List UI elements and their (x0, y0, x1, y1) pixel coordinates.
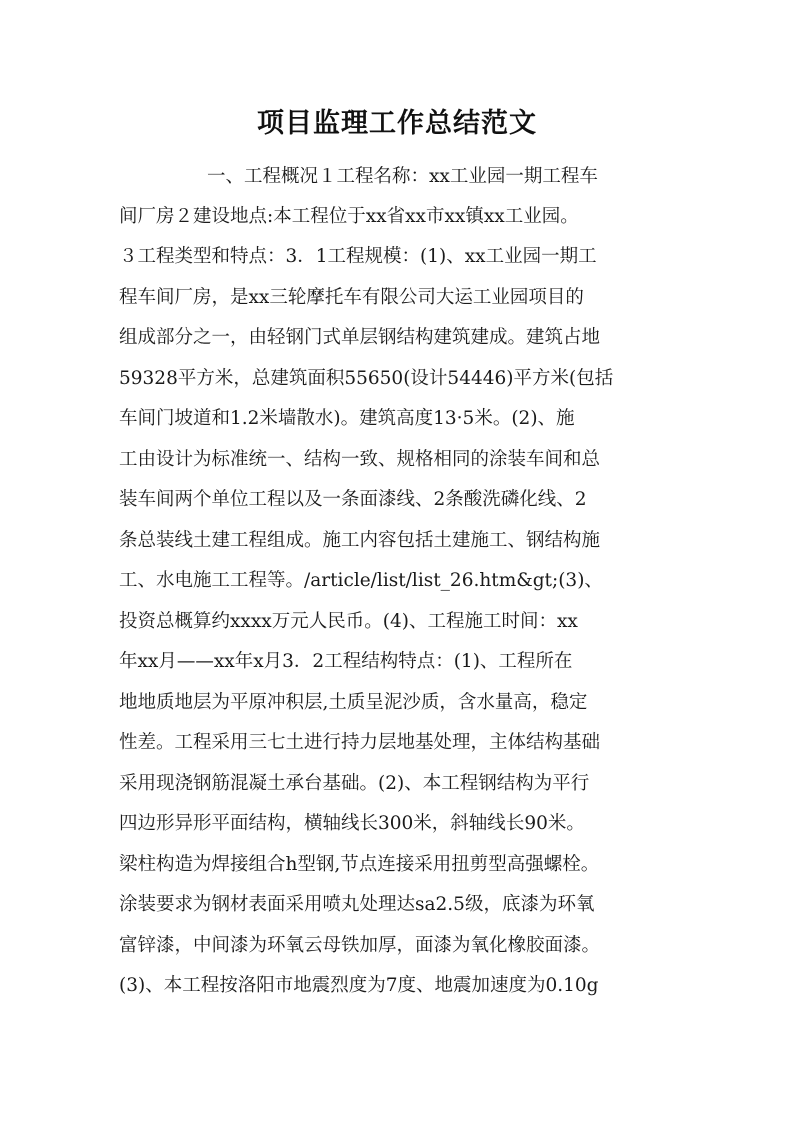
body-line: ３工程类型和特点：3．1工程规模：(1)、xx工业园一期工 (119, 246, 597, 267)
body-line: 涂装要求为钢材表面采用喷丸处理达sa2.5级，底漆为环氧 (119, 894, 595, 915)
body-line: 地地质地层为平原冲积层,土质呈泥沙质，含水量高，稳定 (119, 692, 588, 713)
body-line: 工由设计为标准统一、结构一致、规格相同的涂装车间和总 (119, 449, 601, 470)
body-line: 富锌漆，中间漆为环氧云母铁加厚，面漆为氧化橡胶面漆。 (119, 935, 601, 956)
body-line: 装车间两个单位工程以及一条面漆线、2条酸洗磷化线、2 (119, 489, 587, 510)
body-line: 投资总概算约xxxx万元人民币。(4)、工程施工时间：xx (119, 611, 578, 632)
body-line: 性差。工程采用三七土进行持力层地基处理，主体结构基础 (119, 732, 601, 753)
body-line: 59328平方米，总建筑面积55650(设计54446)平方米(包括 (119, 368, 614, 389)
body-line: 一、工程概况１工程名称：xx工业园一期工程车 (207, 166, 598, 187)
body-line: 采用现浇钢筋混凝土承台基础。(2)、本工程钢结构为平行 (119, 773, 590, 794)
body-line: 梁柱构造为焊接组合h型钢,节点连接采用扭剪型高强螺栓。 (119, 854, 600, 875)
document-title: 项目监理工作总结范文 (257, 108, 537, 139)
body-line: 年xx月——xx年x月3．2工程结构特点：(1)、工程所在 (119, 651, 573, 672)
body-line: 条总装线土建工程组成。施工内容包括土建施工、钢结构施 (119, 530, 601, 551)
body-line: 工、水电施工工程等。/article/list/list_26.htm&gt;(3)、 (119, 570, 603, 591)
body-line: 四边形异形平面结构，横轴线长300米，斜轴线长90米。 (119, 813, 585, 834)
body-line: 间厂房２建设地点:本工程位于xx省xx市xx镇xx工业园。 (119, 206, 579, 227)
body-line: (3)、本工程按洛阳市地震烈度为7度、地震加速度为0.10g (119, 975, 599, 996)
body-line: 程车间厂房，是xx三轮摩托车有限公司大运工业园项目的 (119, 287, 584, 308)
body-line: 组成部分之一，由轻钢门式单层钢结构建筑建成。建筑占地 (119, 327, 601, 348)
body-line: 车间门坡道和1.2米墙散水)。建筑高度13·5米。(2)、施 (119, 408, 575, 429)
